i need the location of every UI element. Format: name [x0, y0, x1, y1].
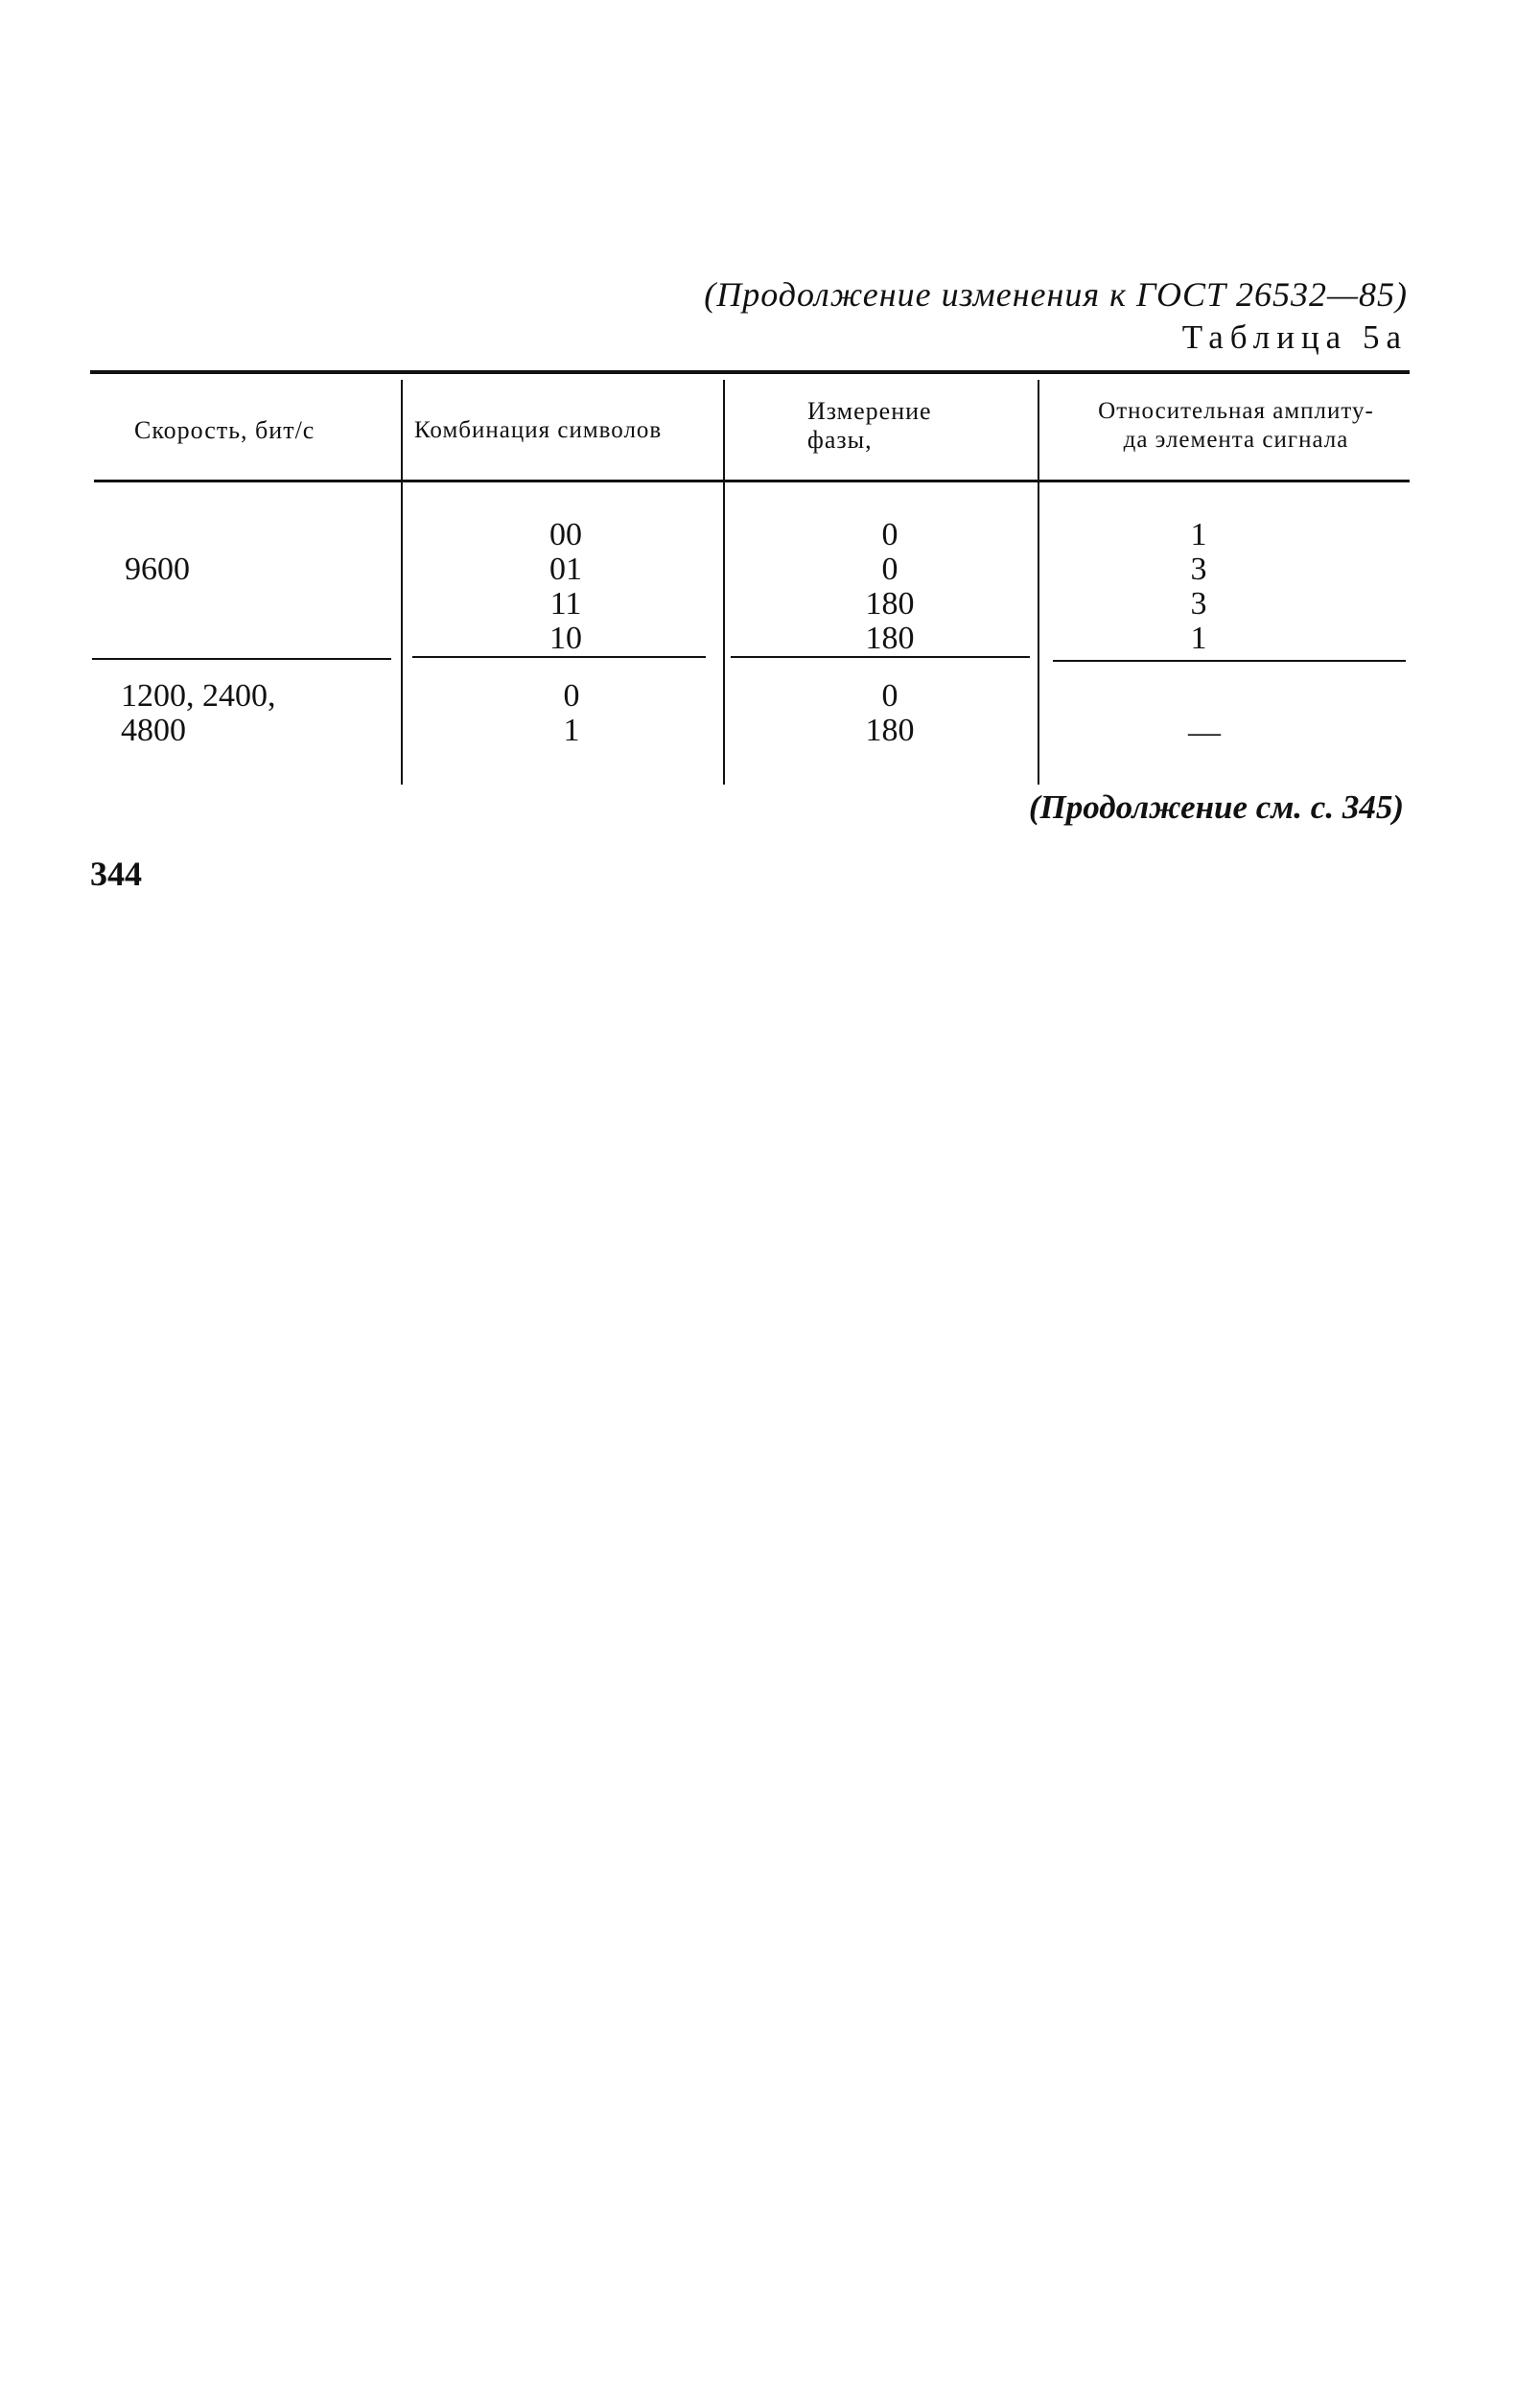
continuation-header: (Продолжение изменения к ГОСТ 26532—85): [704, 275, 1408, 314]
speed-1200-2400-4800: [121, 679, 276, 748]
phases-row2: [823, 679, 957, 748]
phase-value: 180: [865, 586, 915, 622]
amplitudes-row1: [1132, 518, 1266, 656]
continuation-footer: (Продолжение см. с. 345): [1028, 788, 1404, 826]
combinations-row2: [504, 679, 639, 748]
phase-value: 180: [865, 713, 915, 748]
column-header-combination: Комбинация символов: [414, 417, 663, 443]
phases-row1: [823, 518, 957, 656]
combination-value: 1: [563, 713, 580, 748]
combination-value: 10: [549, 621, 582, 656]
page-number: 344: [90, 855, 142, 893]
amplitude-value: 1: [1190, 621, 1207, 656]
column-header-phase-text: Измерение фазы,: [807, 397, 932, 454]
combination-value: 11: [549, 586, 582, 622]
col-divider-1: [401, 380, 403, 785]
phase-value: 0: [881, 517, 898, 552]
amplitude-value: 1: [1190, 517, 1207, 552]
column-header-phase: [807, 397, 999, 455]
row-divider-col4: [1053, 660, 1406, 662]
phase-value: 0: [881, 678, 898, 714]
table-header-rule: [94, 480, 1410, 482]
combination-value: 01: [549, 552, 582, 587]
combination-value: 0: [563, 678, 580, 714]
table-title: Таблица 5а: [1181, 318, 1408, 356]
table-top-rule: [90, 370, 1410, 374]
amplitude-value: 3: [1190, 586, 1207, 622]
amplitude-value: 3: [1190, 552, 1207, 587]
column-header-speed: Скорость, бит/с: [134, 416, 315, 444]
column-header-amplitude: Относительная амплиту- да элемента сигнала: [1098, 398, 1374, 453]
row-divider-col1: [92, 658, 391, 660]
col-divider-3: [1038, 380, 1039, 785]
speed-line: 1200, 2400,: [121, 678, 276, 714]
col-divider-2: [723, 380, 725, 785]
row-divider-col3: [731, 656, 1030, 658]
speed-line: 4800: [121, 713, 186, 748]
combinations-row1: [499, 518, 633, 656]
speed-9600: 9600: [125, 552, 190, 587]
combination-value: 00: [549, 517, 582, 552]
phase-value: 180: [865, 621, 915, 656]
row-divider-col2: [412, 656, 706, 658]
phase-value: 0: [881, 552, 898, 587]
amplitude-row2: —: [1188, 715, 1221, 750]
